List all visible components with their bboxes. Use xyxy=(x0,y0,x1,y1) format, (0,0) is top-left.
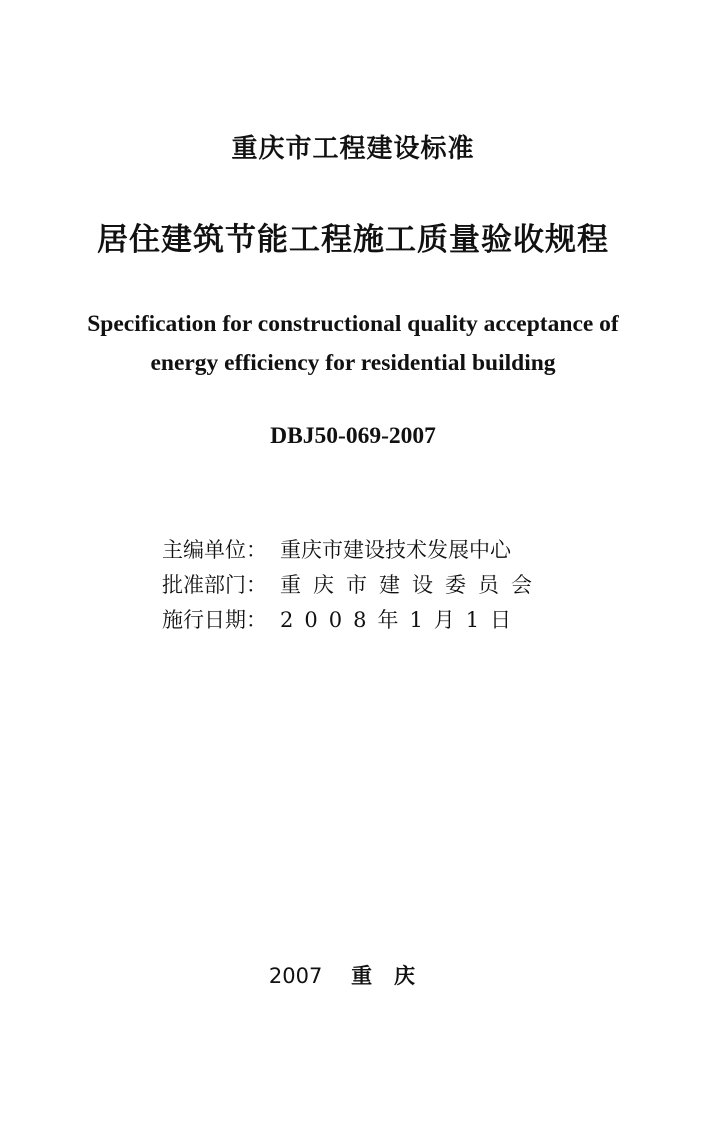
english-title-line-2: energy efficiency for residential building xyxy=(150,350,556,376)
approver-label: 批准部门： xyxy=(162,573,267,597)
publication-footer xyxy=(0,960,706,990)
publication-year: 2007 xyxy=(268,964,323,988)
publication-info xyxy=(162,533,544,638)
standard-series: 重庆市工程建设标准 xyxy=(231,134,475,164)
editor-row xyxy=(162,533,544,568)
effective-date-row xyxy=(162,603,544,638)
standard-code: DBJ50-069-2007 xyxy=(270,423,436,449)
approver-value: 重庆市建设委员会 xyxy=(280,573,544,597)
editor-label: 主编单位： xyxy=(162,538,267,562)
effective-date-label: 施行日期： xyxy=(162,608,267,632)
english-title-line-1: Specification for constructional quality acceptance of xyxy=(87,311,619,337)
effective-date-value: 2008年1月1日 xyxy=(280,608,523,632)
editor-value: 重庆市建设技术发展中心 xyxy=(280,538,511,562)
chinese-title: 居住建筑节能工程施工质量验收规程 xyxy=(97,222,609,258)
english-title xyxy=(0,305,706,383)
publication-city: 重庆 xyxy=(351,964,438,988)
approver-row xyxy=(162,568,544,603)
